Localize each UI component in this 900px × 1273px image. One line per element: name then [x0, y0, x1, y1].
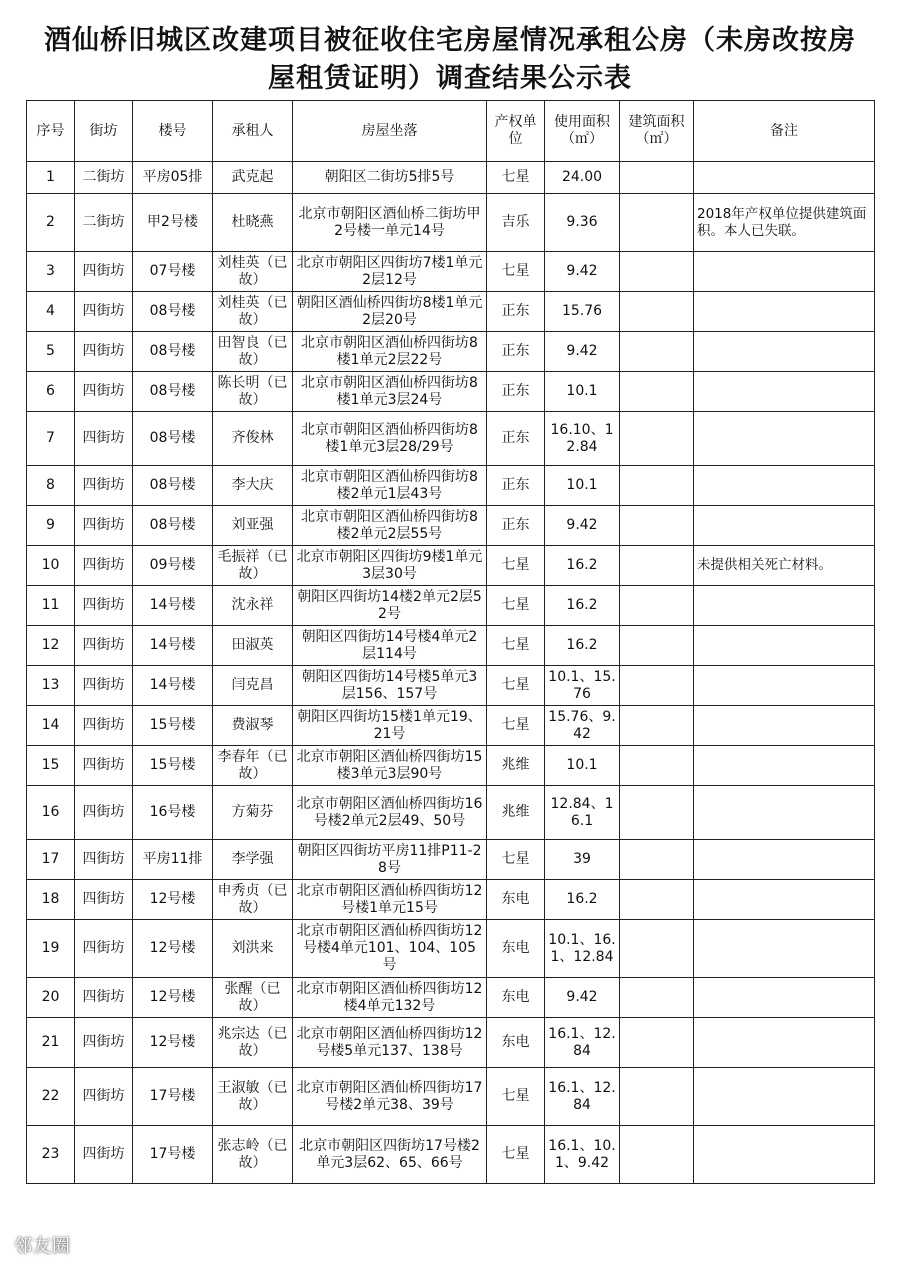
- cell-jiefang: 四街坊: [75, 880, 133, 920]
- cell-note: [694, 666, 875, 706]
- title-line-1: 酒仙桥旧城区改建项目被征收住宅房屋情况承租公房（未房改按房: [44, 25, 856, 56]
- cell-jiefang: 四街坊: [75, 1018, 133, 1068]
- table-row: [27, 412, 875, 466]
- cell-note: [694, 332, 875, 372]
- cell-note: 未提供相关死亡材料。: [694, 546, 875, 586]
- table-header-row: [27, 101, 875, 162]
- cell-no: 6: [27, 372, 75, 412]
- header-no: 序号: [27, 101, 75, 162]
- cell-usable-area: 24.00: [545, 162, 620, 194]
- table-row: [27, 978, 875, 1018]
- cell-usable-area: 16.1、12.84: [545, 1018, 620, 1068]
- table-row: [27, 506, 875, 546]
- cell-tenant: 陈长明（已故）: [213, 372, 293, 412]
- cell-note: [694, 626, 875, 666]
- cell-owner: 东电: [487, 880, 545, 920]
- cell-note: [694, 840, 875, 880]
- cell-no: 20: [27, 978, 75, 1018]
- cell-owner: 七星: [487, 706, 545, 746]
- cell-jiefang: 四街坊: [75, 466, 133, 506]
- cell-building-area: [620, 412, 694, 466]
- cell-no: 12: [27, 626, 75, 666]
- cell-building: 08号楼: [133, 292, 213, 332]
- cell-address: 北京市朝阳区四街坊7楼1单元2层12号: [293, 252, 487, 292]
- cell-no: 13: [27, 666, 75, 706]
- cell-tenant: 刘桂英（已故）: [213, 292, 293, 332]
- cell-no: 2: [27, 194, 75, 252]
- cell-owner: 东电: [487, 1018, 545, 1068]
- cell-building-area: [620, 162, 694, 194]
- header-note: 备注: [694, 101, 875, 162]
- cell-address: 北京市朝阳区酒仙桥四街坊8楼2单元1层43号: [293, 466, 487, 506]
- cell-no: 19: [27, 920, 75, 978]
- cell-usable-area: 9.42: [545, 978, 620, 1018]
- cell-no: 10: [27, 546, 75, 586]
- cell-usable-area: 9.42: [545, 506, 620, 546]
- cell-tenant: 方菊芬: [213, 786, 293, 840]
- cell-building: 17号楼: [133, 1068, 213, 1126]
- watermark: 邻友圈: [14, 1236, 71, 1257]
- table-row: [27, 880, 875, 920]
- cell-owner: 兆维: [487, 746, 545, 786]
- cell-no: 22: [27, 1068, 75, 1126]
- cell-building: 08号楼: [133, 506, 213, 546]
- cell-address: 北京市朝阳区酒仙桥四街坊8楼1单元2层22号: [293, 332, 487, 372]
- table-row: [27, 1018, 875, 1068]
- cell-tenant: 张志岭（已故）: [213, 1126, 293, 1184]
- cell-jiefang: 四街坊: [75, 506, 133, 546]
- cell-usable-area: 10.1: [545, 746, 620, 786]
- cell-owner: 七星: [487, 586, 545, 626]
- cell-building: 07号楼: [133, 252, 213, 292]
- cell-no: 3: [27, 252, 75, 292]
- cell-usable-area: 9.36: [545, 194, 620, 252]
- cell-note: [694, 252, 875, 292]
- cell-jiefang: 四街坊: [75, 978, 133, 1018]
- cell-owner: 正东: [487, 292, 545, 332]
- table-row: [27, 292, 875, 332]
- cell-usable-area: 16.2: [545, 546, 620, 586]
- cell-building: 15号楼: [133, 746, 213, 786]
- header-address: 房屋坐落: [293, 101, 487, 162]
- table-row: [27, 840, 875, 880]
- cell-building: 12号楼: [133, 920, 213, 978]
- cell-note: [694, 1018, 875, 1068]
- cell-building: 12号楼: [133, 880, 213, 920]
- cell-usable-area: 10.1、16.1、12.84: [545, 920, 620, 978]
- cell-owner: 东电: [487, 978, 545, 1018]
- cell-address: 北京市朝阳区酒仙桥四街坊15楼3单元3层90号: [293, 746, 487, 786]
- header-usable-area: 使用面积（㎡）: [545, 101, 620, 162]
- cell-note: [694, 162, 875, 194]
- cell-address: 北京市朝阳区酒仙桥四街坊12号楼1单元15号: [293, 880, 487, 920]
- table-row: [27, 786, 875, 840]
- cell-tenant: 沈永祥: [213, 586, 293, 626]
- table-row: [27, 332, 875, 372]
- cell-no: 16: [27, 786, 75, 840]
- cell-tenant: 刘桂英（已故）: [213, 252, 293, 292]
- cell-note: [694, 920, 875, 978]
- cell-usable-area: 12.84、16.1: [545, 786, 620, 840]
- cell-jiefang: 四街坊: [75, 332, 133, 372]
- cell-usable-area: 16.2: [545, 626, 620, 666]
- cell-building-area: [620, 978, 694, 1018]
- cell-tenant: 刘洪来: [213, 920, 293, 978]
- cell-tenant: 李大庆: [213, 466, 293, 506]
- cell-usable-area: 16.2: [545, 880, 620, 920]
- cell-building-area: [620, 586, 694, 626]
- cell-usable-area: 15.76: [545, 292, 620, 332]
- cell-address: 北京市朝阳区四街坊9楼1单元3层30号: [293, 546, 487, 586]
- cell-note: [694, 706, 875, 746]
- cell-owner: 正东: [487, 466, 545, 506]
- cell-address: 北京市朝阳区酒仙桥四街坊8楼1单元3层24号: [293, 372, 487, 412]
- cell-building: 15号楼: [133, 706, 213, 746]
- cell-note: [694, 412, 875, 466]
- table-row: [27, 194, 875, 252]
- header-owner: 产权单位: [487, 101, 545, 162]
- cell-address: 北京市朝阳区四街坊17号楼2单元3层62、65、66号: [293, 1126, 487, 1184]
- table-row: [27, 586, 875, 626]
- cell-owner: 正东: [487, 332, 545, 372]
- cell-tenant: 田智良（已故）: [213, 332, 293, 372]
- cell-building: 08号楼: [133, 372, 213, 412]
- cell-address: 北京市朝阳区酒仙桥四街坊17号楼2单元38、39号: [293, 1068, 487, 1126]
- cell-jiefang: 四街坊: [75, 252, 133, 292]
- cell-jiefang: 四街坊: [75, 786, 133, 840]
- cell-no: 21: [27, 1018, 75, 1068]
- cell-jiefang: 四街坊: [75, 746, 133, 786]
- cell-no: 14: [27, 706, 75, 746]
- table-row: [27, 706, 875, 746]
- cell-jiefang: 四街坊: [75, 586, 133, 626]
- cell-tenant: 申秀贞（已故）: [213, 880, 293, 920]
- cell-building-area: [620, 506, 694, 546]
- cell-note: [694, 466, 875, 506]
- cell-usable-area: 39: [545, 840, 620, 880]
- table-row: [27, 626, 875, 666]
- cell-building: 08号楼: [133, 412, 213, 466]
- cell-building: 08号楼: [133, 332, 213, 372]
- cell-building: 09号楼: [133, 546, 213, 586]
- cell-address: 北京市朝阳区酒仙桥四街坊8楼2单元2层55号: [293, 506, 487, 546]
- cell-usable-area: 16.1、12.84: [545, 1068, 620, 1126]
- title-line-2: 屋租赁证明）调查结果公示表: [268, 63, 632, 94]
- cell-owner: 七星: [487, 162, 545, 194]
- cell-note: 2018年产权单位提供建筑面积。本人已失联。: [694, 194, 875, 252]
- cell-address: 北京市朝阳区酒仙桥四街坊8楼1单元3层28/29号: [293, 412, 487, 466]
- cell-tenant: 毛振祥（已故）: [213, 546, 293, 586]
- cell-no: 15: [27, 746, 75, 786]
- cell-usable-area: 9.42: [545, 252, 620, 292]
- table-row: [27, 466, 875, 506]
- cell-tenant: 田淑英: [213, 626, 293, 666]
- cell-address: 北京市朝阳区酒仙桥二街坊甲2号楼一单元14号: [293, 194, 487, 252]
- cell-owner: 七星: [487, 252, 545, 292]
- cell-no: 4: [27, 292, 75, 332]
- cell-owner: 七星: [487, 840, 545, 880]
- cell-building-area: [620, 466, 694, 506]
- table-row: [27, 746, 875, 786]
- survey-result-table: [26, 100, 875, 1184]
- cell-jiefang: 四街坊: [75, 706, 133, 746]
- cell-tenant: 齐俊林: [213, 412, 293, 466]
- cell-owner: 兆维: [487, 786, 545, 840]
- cell-building-area: [620, 194, 694, 252]
- cell-building: 16号楼: [133, 786, 213, 840]
- cell-note: [694, 746, 875, 786]
- table-body: [27, 162, 875, 1184]
- cell-address: 朝阳区四街坊14楼2单元2层52号: [293, 586, 487, 626]
- table-row: [27, 666, 875, 706]
- cell-tenant: 李学强: [213, 840, 293, 880]
- cell-tenant: 李春年（已故）: [213, 746, 293, 786]
- cell-owner: 正东: [487, 506, 545, 546]
- cell-usable-area: 16.10、12.84: [545, 412, 620, 466]
- page-title: [0, 22, 900, 98]
- cell-usable-area: 15.76、9.42: [545, 706, 620, 746]
- cell-note: [694, 880, 875, 920]
- cell-address: 北京市朝阳区酒仙桥四街坊12号楼5单元137、138号: [293, 1018, 487, 1068]
- cell-jiefang: 二街坊: [75, 162, 133, 194]
- cell-building: 08号楼: [133, 466, 213, 506]
- cell-building-area: [620, 1068, 694, 1126]
- header-building-area: 建筑面积（㎡）: [620, 101, 694, 162]
- cell-building-area: [620, 746, 694, 786]
- cell-no: 9: [27, 506, 75, 546]
- cell-address: 朝阳区四街坊14号楼4单元2层114号: [293, 626, 487, 666]
- cell-tenant: 王淑敏（已故）: [213, 1068, 293, 1126]
- cell-usable-area: 9.42: [545, 332, 620, 372]
- cell-usable-area: 16.2: [545, 586, 620, 626]
- table-row: [27, 252, 875, 292]
- cell-note: [694, 978, 875, 1018]
- cell-jiefang: 二街坊: [75, 194, 133, 252]
- cell-building-area: [620, 1126, 694, 1184]
- cell-tenant: 兆宗达（已故）: [213, 1018, 293, 1068]
- cell-address: 北京市朝阳区酒仙桥四街坊16号楼2单元2层49、50号: [293, 786, 487, 840]
- cell-address: 朝阳区酒仙桥四街坊8楼1单元2层20号: [293, 292, 487, 332]
- cell-usable-area: 10.1、15.76: [545, 666, 620, 706]
- cell-jiefang: 四街坊: [75, 412, 133, 466]
- cell-building-area: [620, 626, 694, 666]
- cell-building-area: [620, 786, 694, 840]
- cell-jiefang: 四街坊: [75, 1126, 133, 1184]
- cell-owner: 七星: [487, 666, 545, 706]
- cell-note: [694, 786, 875, 840]
- cell-address: 北京市朝阳区酒仙桥四街坊12楼4单元132号: [293, 978, 487, 1018]
- cell-tenant: 闫克昌: [213, 666, 293, 706]
- cell-building-area: [620, 840, 694, 880]
- cell-note: [694, 586, 875, 626]
- cell-owner: 正东: [487, 372, 545, 412]
- cell-address: 朝阳区四街坊15楼1单元19、21号: [293, 706, 487, 746]
- table-row: [27, 162, 875, 194]
- cell-owner: 吉乐: [487, 194, 545, 252]
- cell-note: [694, 292, 875, 332]
- table-row: [27, 920, 875, 978]
- cell-building: 17号楼: [133, 1126, 213, 1184]
- cell-note: [694, 1126, 875, 1184]
- cell-building: 甲2号楼: [133, 194, 213, 252]
- cell-address: 北京市朝阳区酒仙桥四街坊12号楼4单元101、104、105号: [293, 920, 487, 978]
- cell-no: 23: [27, 1126, 75, 1184]
- cell-jiefang: 四街坊: [75, 292, 133, 332]
- cell-building-area: [620, 1018, 694, 1068]
- cell-address: 朝阳区四街坊平房11排P11-28号: [293, 840, 487, 880]
- cell-usable-area: 16.1、10.1、9.42: [545, 1126, 620, 1184]
- cell-building-area: [620, 292, 694, 332]
- cell-jiefang: 四街坊: [75, 920, 133, 978]
- cell-building: 平房05排: [133, 162, 213, 194]
- header-tenant: 承租人: [213, 101, 293, 162]
- cell-building-area: [620, 666, 694, 706]
- cell-tenant: 费淑琴: [213, 706, 293, 746]
- cell-owner: 七星: [487, 1126, 545, 1184]
- cell-jiefang: 四街坊: [75, 840, 133, 880]
- cell-building-area: [620, 252, 694, 292]
- table-row: [27, 372, 875, 412]
- cell-no: 5: [27, 332, 75, 372]
- cell-jiefang: 四街坊: [75, 372, 133, 412]
- cell-note: [694, 1068, 875, 1126]
- cell-no: 1: [27, 162, 75, 194]
- cell-no: 18: [27, 880, 75, 920]
- cell-building-area: [620, 546, 694, 586]
- header-jiefang: 街坊: [75, 101, 133, 162]
- cell-owner: 东电: [487, 920, 545, 978]
- cell-owner: 七星: [487, 546, 545, 586]
- cell-building: 14号楼: [133, 586, 213, 626]
- header-building: 楼号: [133, 101, 213, 162]
- cell-note: [694, 506, 875, 546]
- cell-note: [694, 372, 875, 412]
- cell-tenant: 杜晓燕: [213, 194, 293, 252]
- cell-building: 12号楼: [133, 978, 213, 1018]
- cell-building-area: [620, 920, 694, 978]
- cell-no: 17: [27, 840, 75, 880]
- cell-jiefang: 四街坊: [75, 666, 133, 706]
- cell-building: 14号楼: [133, 666, 213, 706]
- cell-usable-area: 10.1: [545, 372, 620, 412]
- cell-jiefang: 四街坊: [75, 626, 133, 666]
- cell-owner: 正东: [487, 412, 545, 466]
- cell-jiefang: 四街坊: [75, 546, 133, 586]
- cell-building-area: [620, 332, 694, 372]
- cell-tenant: 刘亚强: [213, 506, 293, 546]
- cell-no: 11: [27, 586, 75, 626]
- cell-tenant: 张醒（已故）: [213, 978, 293, 1018]
- cell-no: 7: [27, 412, 75, 466]
- cell-owner: 七星: [487, 1068, 545, 1126]
- cell-building-area: [620, 706, 694, 746]
- cell-building: 14号楼: [133, 626, 213, 666]
- cell-building-area: [620, 372, 694, 412]
- table-row: [27, 1068, 875, 1126]
- cell-tenant: 武克起: [213, 162, 293, 194]
- cell-jiefang: 四街坊: [75, 1068, 133, 1126]
- table-row: [27, 1126, 875, 1184]
- cell-address: 朝阳区二街坊5排5号: [293, 162, 487, 194]
- table-row: [27, 546, 875, 586]
- cell-building-area: [620, 880, 694, 920]
- cell-address: 朝阳区四街坊14号楼5单元3层156、157号: [293, 666, 487, 706]
- cell-building: 12号楼: [133, 1018, 213, 1068]
- cell-building: 平房11排: [133, 840, 213, 880]
- cell-no: 8: [27, 466, 75, 506]
- cell-owner: 七星: [487, 626, 545, 666]
- cell-usable-area: 10.1: [545, 466, 620, 506]
